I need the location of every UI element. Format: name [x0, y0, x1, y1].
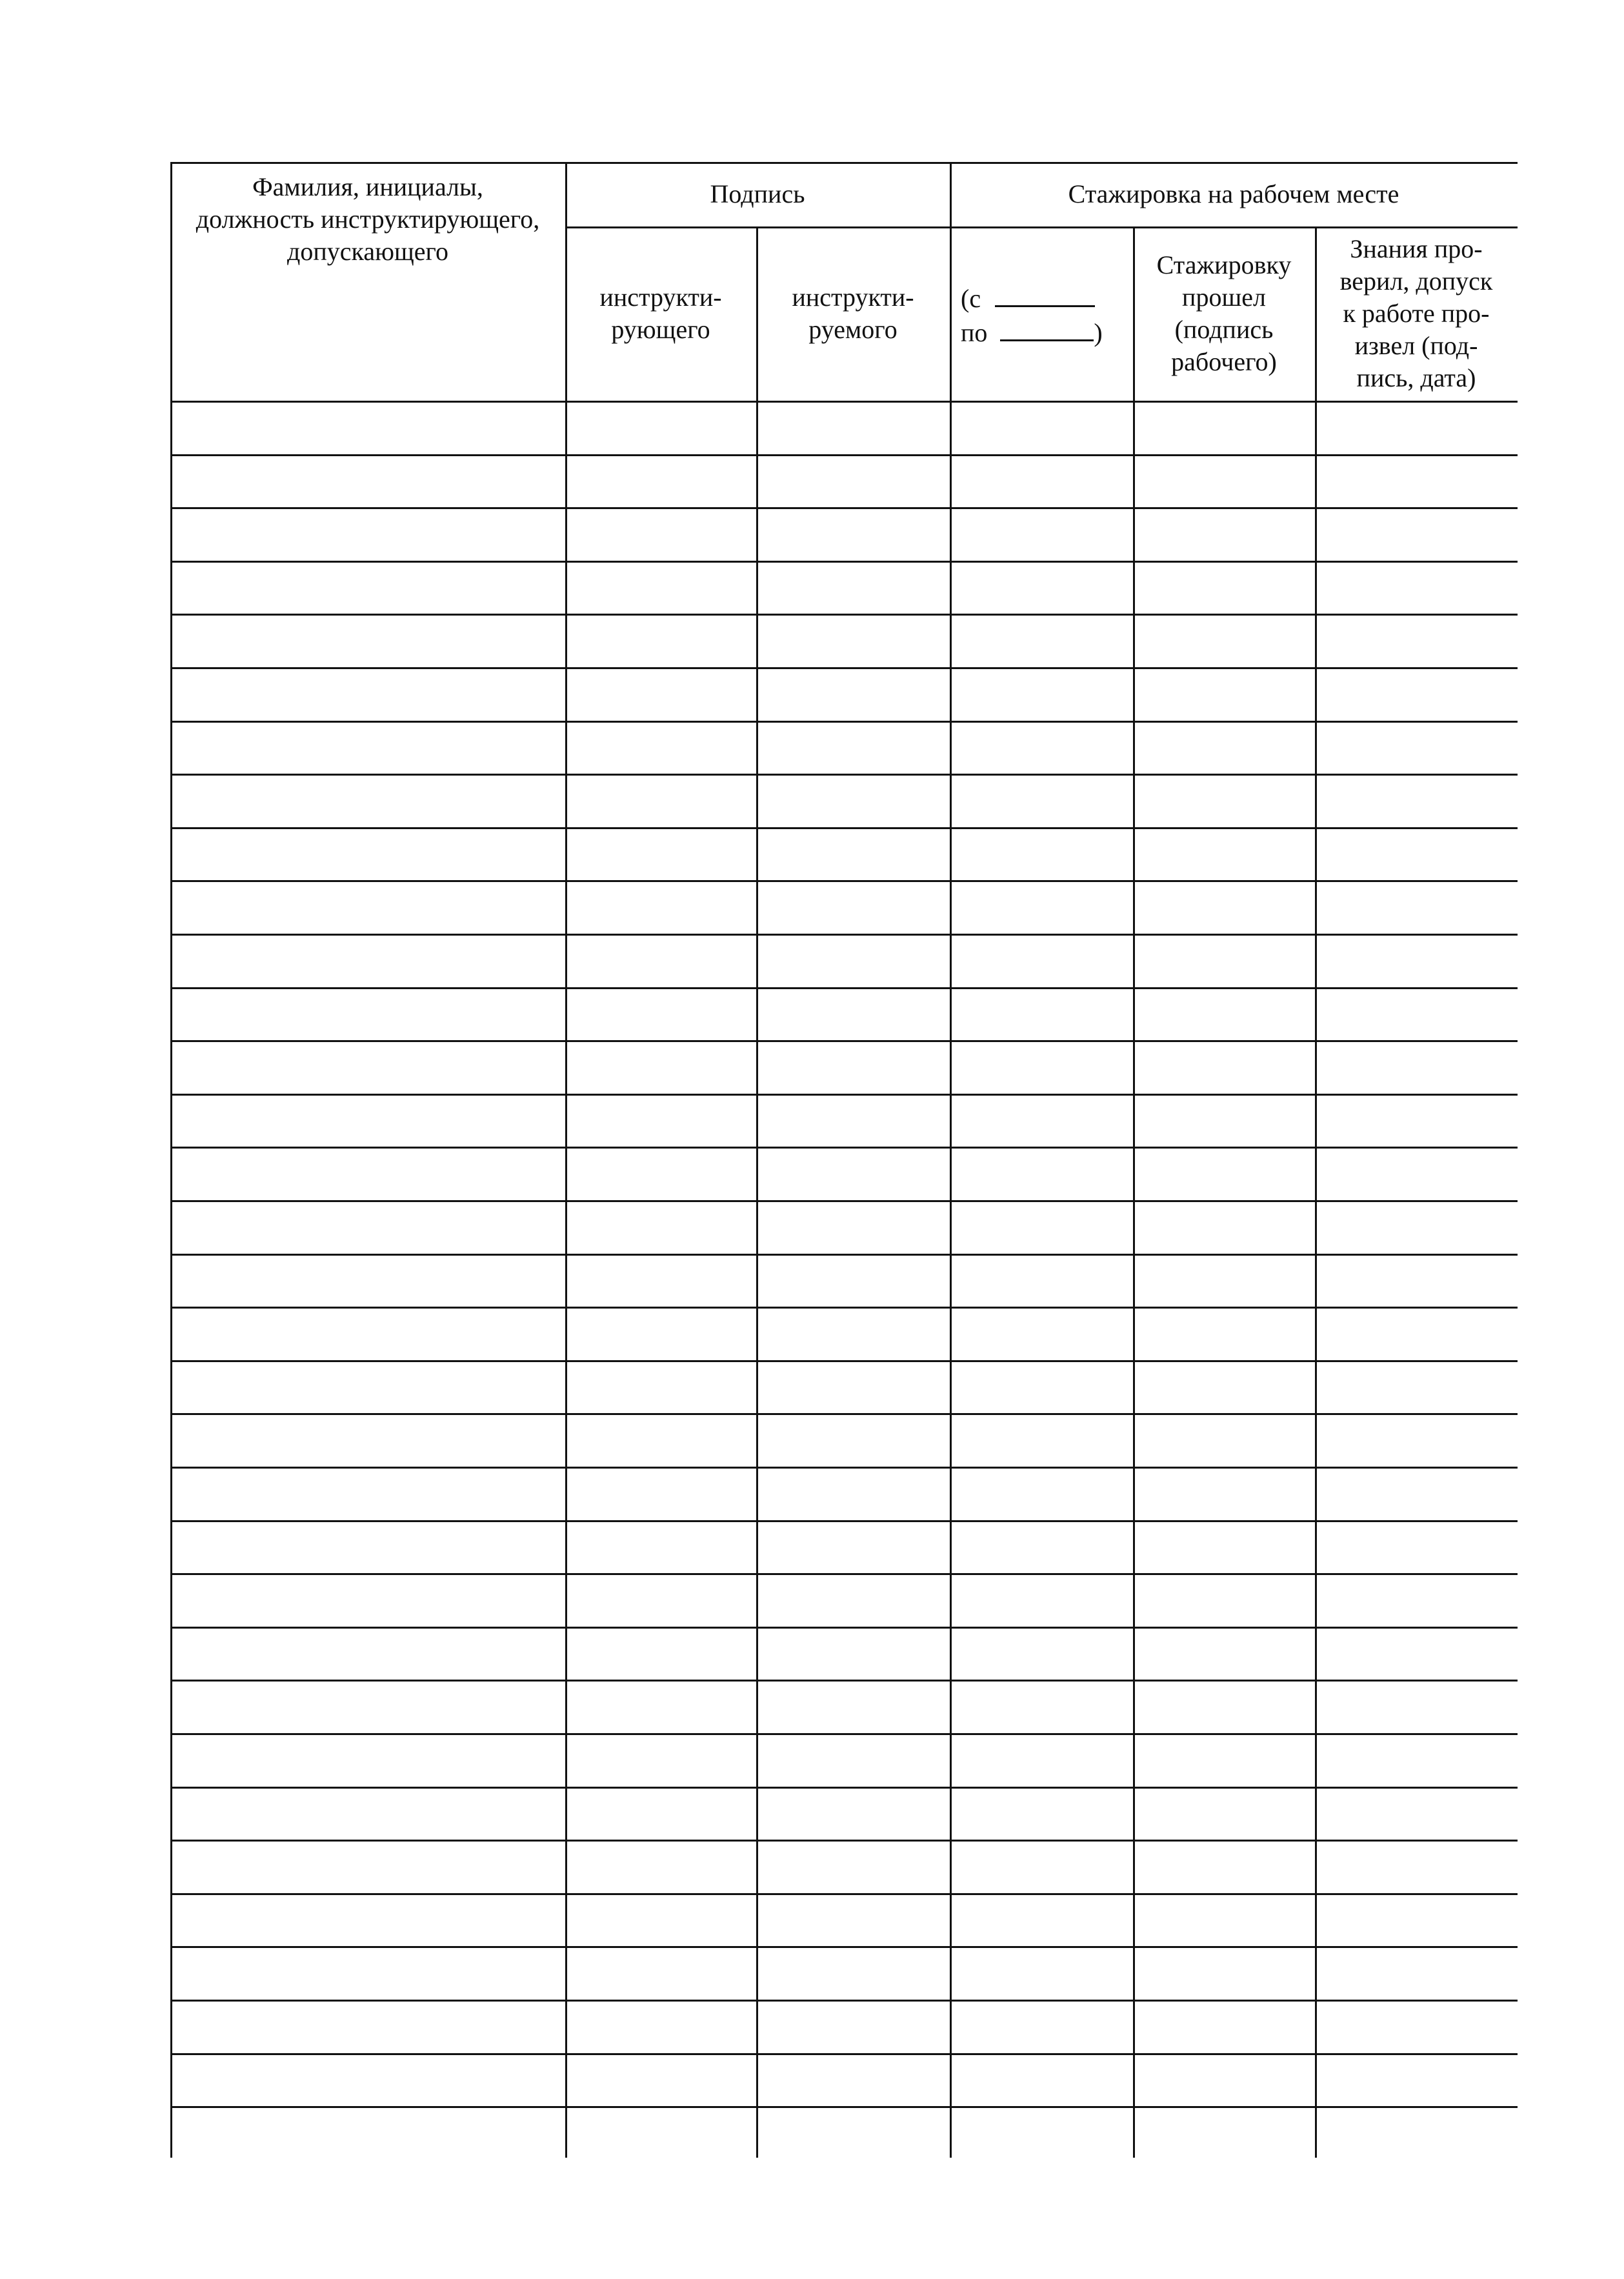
- table-cell[interactable]: [952, 1948, 1133, 2000]
- table-cell[interactable]: [758, 616, 950, 667]
- table-cell[interactable]: [1317, 456, 1518, 508]
- table-cell[interactable]: [567, 776, 756, 827]
- header-internship-passed: Стажировку прошел (подпись рабочего): [1156, 250, 1292, 376]
- table-cell[interactable]: [172, 1522, 565, 1574]
- table-cell[interactable]: [567, 509, 756, 561]
- table-cell[interactable]: [172, 829, 565, 881]
- table-cell[interactable]: [758, 2055, 950, 2107]
- table-cell[interactable]: [567, 669, 756, 721]
- table-cell[interactable]: [1317, 1362, 1518, 1414]
- table-cell[interactable]: [1135, 1735, 1315, 1787]
- table-cell[interactable]: [1317, 1895, 1518, 1947]
- table-cell[interactable]: [952, 1789, 1133, 1840]
- header-internship-group: Стажировка на рабочем месте: [1068, 179, 1399, 208]
- table-cell[interactable]: [1135, 989, 1315, 1041]
- table-cell[interactable]: [567, 882, 756, 934]
- table-cell[interactable]: [1135, 1362, 1315, 1414]
- header-name-line-1: Фамилия, инициалы,: [252, 172, 483, 201]
- table-cell[interactable]: [1135, 2055, 1315, 2107]
- table-cell[interactable]: [172, 882, 565, 934]
- table-cell[interactable]: [1135, 1682, 1315, 1733]
- header-period-range: [961, 281, 1122, 349]
- table-cell[interactable]: [172, 456, 565, 508]
- table-cell[interactable]: [1135, 1895, 1315, 1947]
- table-cell[interactable]: [172, 2055, 565, 2107]
- table-cell[interactable]: [1317, 936, 1518, 987]
- table-cell[interactable]: [952, 776, 1133, 827]
- table-cell[interactable]: [952, 403, 1133, 454]
- table-cell[interactable]: [567, 1575, 756, 1627]
- table-cell[interactable]: [952, 616, 1133, 667]
- table-cell[interactable]: [952, 2055, 1133, 2107]
- table-cell[interactable]: [172, 723, 565, 774]
- table-cell[interactable]: [952, 1895, 1133, 1947]
- table-cell[interactable]: [1135, 1256, 1315, 1307]
- table-cell[interactable]: [172, 1948, 565, 2000]
- table-cell[interactable]: [1317, 776, 1518, 827]
- table-cell[interactable]: [567, 1629, 756, 1680]
- header-name-line-3: допускающего: [287, 237, 448, 266]
- table-cell[interactable]: [758, 1682, 950, 1733]
- table-cell[interactable]: [1135, 669, 1315, 721]
- table-cell[interactable]: [1317, 723, 1518, 774]
- table-cell[interactable]: [758, 563, 950, 614]
- table-cell[interactable]: [1135, 616, 1315, 667]
- table-cell[interactable]: [567, 1042, 756, 1094]
- table-cell[interactable]: [952, 1042, 1133, 1094]
- table-cell[interactable]: [172, 1415, 565, 1467]
- table-cell[interactable]: [952, 989, 1133, 1041]
- table-cell[interactable]: [952, 563, 1133, 614]
- period-to-blank[interactable]: [1000, 315, 1094, 341]
- table-cell[interactable]: [1317, 669, 1518, 721]
- table-cell[interactable]: [758, 776, 950, 827]
- table-cell[interactable]: [172, 1042, 565, 1094]
- table-cell[interactable]: [567, 829, 756, 881]
- table-cell[interactable]: [567, 1469, 756, 1520]
- table-cell[interactable]: [758, 1202, 950, 1254]
- table-cell[interactable]: [567, 1256, 756, 1307]
- table-cell[interactable]: [1135, 1469, 1315, 1520]
- table-cell[interactable]: [1317, 829, 1518, 881]
- table-cell[interactable]: [567, 1149, 756, 1200]
- table-cell[interactable]: [952, 1842, 1133, 1893]
- table-cell[interactable]: [1317, 1522, 1518, 1574]
- table-cell[interactable]: [1135, 1149, 1315, 1200]
- table-cell[interactable]: [172, 1789, 565, 1840]
- table-cell[interactable]: [1317, 1575, 1518, 1627]
- table-cell[interactable]: [172, 936, 565, 987]
- table-cell[interactable]: [567, 1842, 756, 1893]
- table-cell[interactable]: [758, 2002, 950, 2053]
- table-cell[interactable]: [758, 1735, 950, 1787]
- table-cell[interactable]: [567, 1895, 756, 1947]
- table-cell[interactable]: [567, 563, 756, 614]
- period-from-label: (с: [961, 284, 981, 313]
- table-cell[interactable]: [1135, 403, 1315, 454]
- table-cell[interactable]: [1135, 723, 1315, 774]
- header-signature-group: Подпись: [710, 179, 805, 208]
- table-cell[interactable]: [952, 882, 1133, 934]
- table-cell[interactable]: [1317, 1948, 1518, 2000]
- table-cell[interactable]: [1317, 1042, 1518, 1094]
- table-cell[interactable]: [1317, 1202, 1518, 1254]
- table-cell[interactable]: [952, 829, 1133, 881]
- table-cell[interactable]: [172, 1575, 565, 1627]
- table-cell[interactable]: [952, 1309, 1133, 1360]
- table-cell[interactable]: [567, 1735, 756, 1787]
- table-cell[interactable]: [952, 1202, 1133, 1254]
- table-cell[interactable]: [172, 1362, 565, 1414]
- header-group-divider: [565, 226, 1518, 228]
- table-cell[interactable]: [1135, 1309, 1315, 1360]
- table-cell[interactable]: [1135, 776, 1315, 827]
- table-cell[interactable]: [1135, 1202, 1315, 1254]
- table-cell[interactable]: [172, 509, 565, 561]
- table-cell[interactable]: [758, 1469, 950, 1520]
- table-cell[interactable]: [952, 1256, 1133, 1307]
- table-cell[interactable]: [952, 509, 1133, 561]
- period-to-label: по: [961, 318, 988, 347]
- table-cell[interactable]: [567, 616, 756, 667]
- header-instructee-signature: инструкти- руемого: [792, 283, 914, 344]
- table-cell[interactable]: [567, 1096, 756, 1147]
- table-cell[interactable]: [567, 1415, 756, 1467]
- table-cell[interactable]: [172, 1842, 565, 1893]
- table-cell[interactable]: [758, 882, 950, 934]
- table-cell[interactable]: [1135, 882, 1315, 934]
- table-cell[interactable]: [172, 669, 565, 721]
- table-cell[interactable]: [952, 723, 1133, 774]
- table-cell[interactable]: [758, 1362, 950, 1414]
- table-cell[interactable]: [172, 403, 565, 454]
- table-cell[interactable]: [1135, 2002, 1315, 2053]
- table-cell[interactable]: [1135, 1948, 1315, 2000]
- table-cell[interactable]: [1135, 1575, 1315, 1627]
- table-cell[interactable]: [758, 1042, 950, 1094]
- table-cell[interactable]: [172, 1149, 565, 1200]
- table-cell[interactable]: [1317, 1256, 1518, 1307]
- table-cell[interactable]: [567, 456, 756, 508]
- table-cell[interactable]: [172, 1735, 565, 1787]
- table-cell[interactable]: [1317, 509, 1518, 561]
- table-cell[interactable]: [758, 1789, 950, 1840]
- table-cell[interactable]: [567, 1948, 756, 2000]
- table-cell[interactable]: [1135, 1629, 1315, 1680]
- table-cell[interactable]: [172, 1629, 565, 1680]
- table-cell[interactable]: [758, 1309, 950, 1360]
- table-cell[interactable]: [172, 2002, 565, 2053]
- table-cell[interactable]: [1135, 1096, 1315, 1147]
- table-cell[interactable]: [758, 1256, 950, 1307]
- table-cell[interactable]: [172, 1309, 565, 1360]
- period-from-blank[interactable]: [995, 281, 1095, 307]
- table-cell[interactable]: [758, 1096, 950, 1147]
- table-cell[interactable]: [952, 1735, 1133, 1787]
- table-cell[interactable]: [1135, 1842, 1315, 1893]
- table-cell[interactable]: [1317, 1735, 1518, 1787]
- table-cell[interactable]: [1317, 1309, 1518, 1360]
- table-cell[interactable]: [952, 1469, 1133, 1520]
- table-cell[interactable]: [758, 403, 950, 454]
- table-cell[interactable]: [567, 936, 756, 987]
- table-cell[interactable]: [952, 2002, 1133, 2053]
- table-cell[interactable]: [952, 1629, 1133, 1680]
- table-cell[interactable]: [952, 669, 1133, 721]
- table-cell[interactable]: [758, 989, 950, 1041]
- table-cell[interactable]: [1135, 509, 1315, 561]
- header-name-position: [170, 162, 565, 401]
- table-cell[interactable]: [1135, 1415, 1315, 1467]
- table-cell[interactable]: [567, 1682, 756, 1733]
- table-cell[interactable]: [952, 936, 1133, 987]
- table-cell[interactable]: [1317, 1842, 1518, 1893]
- table-cell[interactable]: [952, 1682, 1133, 1733]
- table-cell[interactable]: [1317, 616, 1518, 667]
- table-cell[interactable]: [172, 616, 565, 667]
- table-cell[interactable]: [758, 1522, 950, 1574]
- table-cell[interactable]: [758, 1948, 950, 2000]
- header-name-line-2: должность инструктирующего,: [195, 205, 540, 234]
- table-cell[interactable]: [1317, 1096, 1518, 1147]
- table-cell[interactable]: [172, 1202, 565, 1254]
- table-cell[interactable]: [758, 829, 950, 881]
- table-cell[interactable]: [758, 509, 950, 561]
- table-cell[interactable]: [758, 1842, 950, 1893]
- table-cell[interactable]: [1317, 1789, 1518, 1840]
- table-cell[interactable]: [758, 936, 950, 987]
- table-cell[interactable]: [952, 1415, 1133, 1467]
- table-cell[interactable]: [1317, 1469, 1518, 1520]
- table-cell[interactable]: [758, 723, 950, 774]
- table-cell[interactable]: [1317, 1682, 1518, 1733]
- table-cell[interactable]: [758, 456, 950, 508]
- table-cell[interactable]: [567, 1202, 756, 1254]
- table-cell[interactable]: [1135, 936, 1315, 987]
- table-cell[interactable]: [172, 776, 565, 827]
- table-cell[interactable]: [952, 1575, 1133, 1627]
- table-cell[interactable]: [952, 1149, 1133, 1200]
- table-cell[interactable]: [567, 1789, 756, 1840]
- table-cell[interactable]: [172, 1682, 565, 1733]
- table-cell[interactable]: [1317, 1149, 1518, 1200]
- table-cell[interactable]: [567, 1362, 756, 1414]
- table-cell[interactable]: [1135, 829, 1315, 881]
- table-cell[interactable]: [1317, 2002, 1518, 2053]
- table-cell[interactable]: [567, 403, 756, 454]
- table-cell[interactable]: [1135, 563, 1315, 614]
- table-cell[interactable]: [1317, 2055, 1518, 2107]
- header-instructor-signature: инструкти- рующего: [599, 283, 722, 344]
- table-cell[interactable]: [1135, 456, 1315, 508]
- table-cell[interactable]: [1135, 1522, 1315, 1574]
- table-cell[interactable]: [758, 1575, 950, 1627]
- table-cell[interactable]: [1317, 403, 1518, 454]
- table-cell[interactable]: [172, 1469, 565, 1520]
- table-cell[interactable]: [758, 1415, 950, 1467]
- table-cell[interactable]: [172, 989, 565, 1041]
- table-cell[interactable]: [758, 669, 950, 721]
- table-cell[interactable]: [1317, 882, 1518, 934]
- table-cell[interactable]: [1135, 1789, 1315, 1840]
- table-cell[interactable]: [567, 1522, 756, 1574]
- table-cell[interactable]: [567, 2002, 756, 2053]
- table-cell[interactable]: [758, 1629, 950, 1680]
- table-cell[interactable]: [952, 456, 1133, 508]
- table-cell[interactable]: [567, 723, 756, 774]
- table-cell[interactable]: [172, 1256, 565, 1307]
- table-cell[interactable]: [172, 1096, 565, 1147]
- table-cell[interactable]: [1317, 563, 1518, 614]
- table-cell[interactable]: [172, 1895, 565, 1947]
- table-cell[interactable]: [1135, 1042, 1315, 1094]
- table-cell[interactable]: [1317, 1415, 1518, 1467]
- table-cell[interactable]: [952, 1362, 1133, 1414]
- table-cell[interactable]: [758, 1895, 950, 1947]
- table-cell[interactable]: [952, 1522, 1133, 1574]
- table-cell[interactable]: [172, 563, 565, 614]
- table-cell[interactable]: [952, 1096, 1133, 1147]
- table-cell[interactable]: [567, 989, 756, 1041]
- table-cell[interactable]: [567, 2055, 756, 2107]
- table-cell[interactable]: [1317, 989, 1518, 1041]
- table-cell[interactable]: [758, 1149, 950, 1200]
- period-close-paren: ): [1094, 318, 1103, 347]
- table-cell[interactable]: [567, 1309, 756, 1360]
- table-cell[interactable]: [1317, 1629, 1518, 1680]
- header-knowledge-checked: Знания про- верил, допуск к работе про- извел (под- пись, дата): [1339, 234, 1493, 392]
- table-top-border: [170, 162, 1518, 164]
